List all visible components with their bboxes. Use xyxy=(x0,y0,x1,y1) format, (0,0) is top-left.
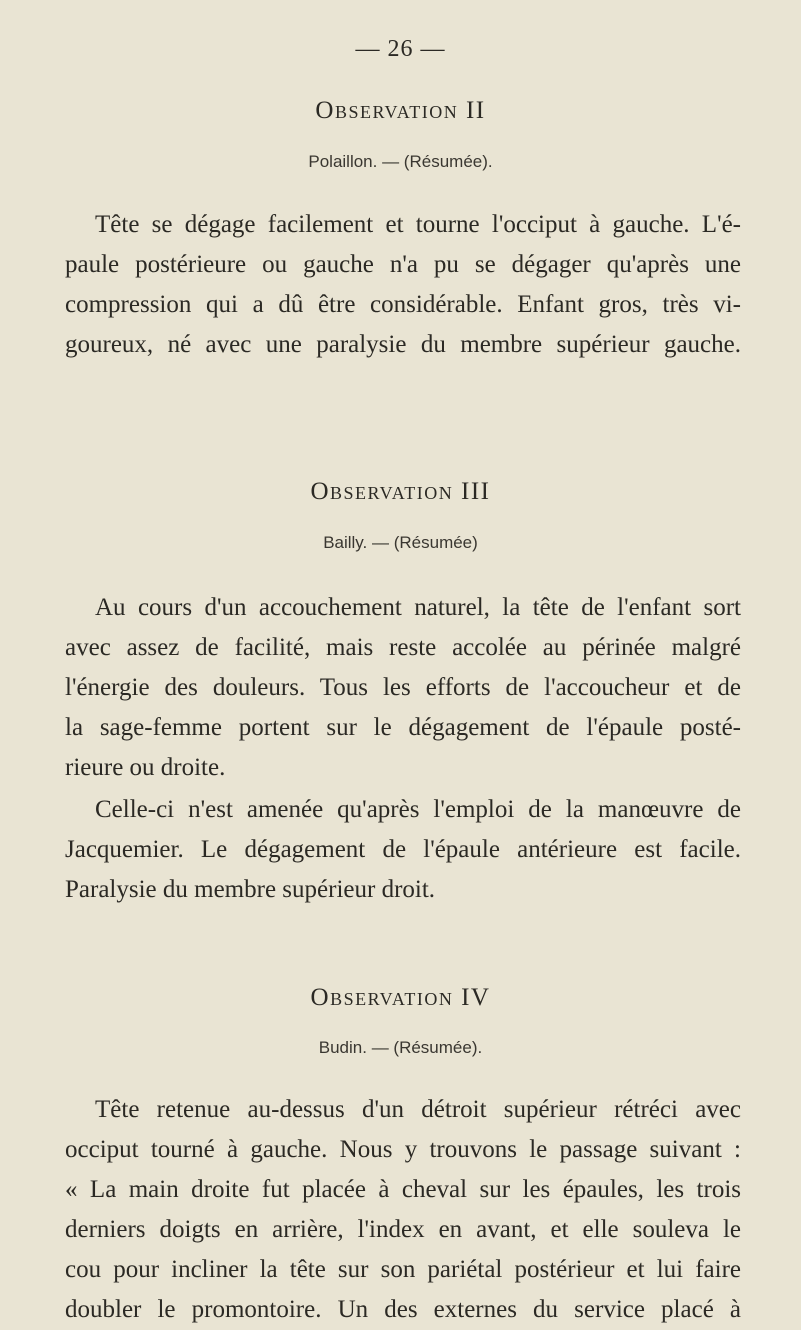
observation-4-paragraph xyxy=(65,1090,741,1330)
observation-3-paragraph-2 xyxy=(65,790,741,910)
observation-2-paragraph xyxy=(65,205,741,365)
text-line: goureux, né avec une paralysie du membre supérieur gauche. xyxy=(65,331,741,358)
text-line: rieure ou droite. xyxy=(65,754,226,781)
observation-3-heading: Observation III xyxy=(310,478,491,505)
text-line: paule postérieure ou gauche n'a pu se dégager qu'après une xyxy=(65,251,741,278)
observation-2-heading: Observation II xyxy=(315,97,486,124)
text-line: derniers doigts en arrière, l'index en avant, et elle souleva le xyxy=(65,1216,741,1243)
observation-2-subheading: Polaillon. — (Résumée). xyxy=(308,152,493,171)
text-line: la sage-femme portent sur le dégagement de l'épaule posté- xyxy=(65,714,741,741)
text-line: l'énergie des douleurs. Tous les efforts de l'accoucheur et de xyxy=(65,674,741,701)
text-line: Tête se dégage facilement et tourne l'occiput à gauche. L'é- xyxy=(95,211,741,238)
observation-4-subheading: Budin. — (Résumée). xyxy=(318,1038,483,1057)
text-line: compression qui a dû être considérable. Enfant gros, très vi- xyxy=(65,291,741,318)
observation-4-heading: Observation IV xyxy=(310,984,491,1011)
text-line: « La main droite fut placée à cheval sur les épaules, les trois xyxy=(65,1176,741,1203)
text-line: cou pour incliner la tête sur son pariétal postérieur et lui faire xyxy=(65,1256,741,1283)
page-number: — 26 — xyxy=(355,36,446,62)
text-line: doubler le promontoire. Un des externes du service placé à xyxy=(65,1296,741,1323)
observation-3-paragraph-1 xyxy=(65,588,741,788)
observation-3-subheading: Bailly. — (Résumée) xyxy=(323,533,478,552)
text-line: Jacquemier. Le dégagement de l'épaule antérieure est facile. xyxy=(65,836,741,863)
text-line: Celle-ci n'est amenée qu'après l'emploi de la manœuvre de xyxy=(95,796,741,823)
text-line: Tête retenue au-dessus d'un détroit supérieur rétréci avec xyxy=(95,1096,741,1123)
text-line: avec assez de facilité, mais reste accolée au périnée malgré xyxy=(65,634,741,661)
text-line: Au cours d'un accouchement naturel, la tête de l'enfant sort xyxy=(95,594,741,621)
text-line: Paralysie du membre supérieur droit. xyxy=(65,876,436,903)
text-line: occiput tourné à gauche. Nous y trouvons le passage suivant : xyxy=(65,1136,741,1163)
